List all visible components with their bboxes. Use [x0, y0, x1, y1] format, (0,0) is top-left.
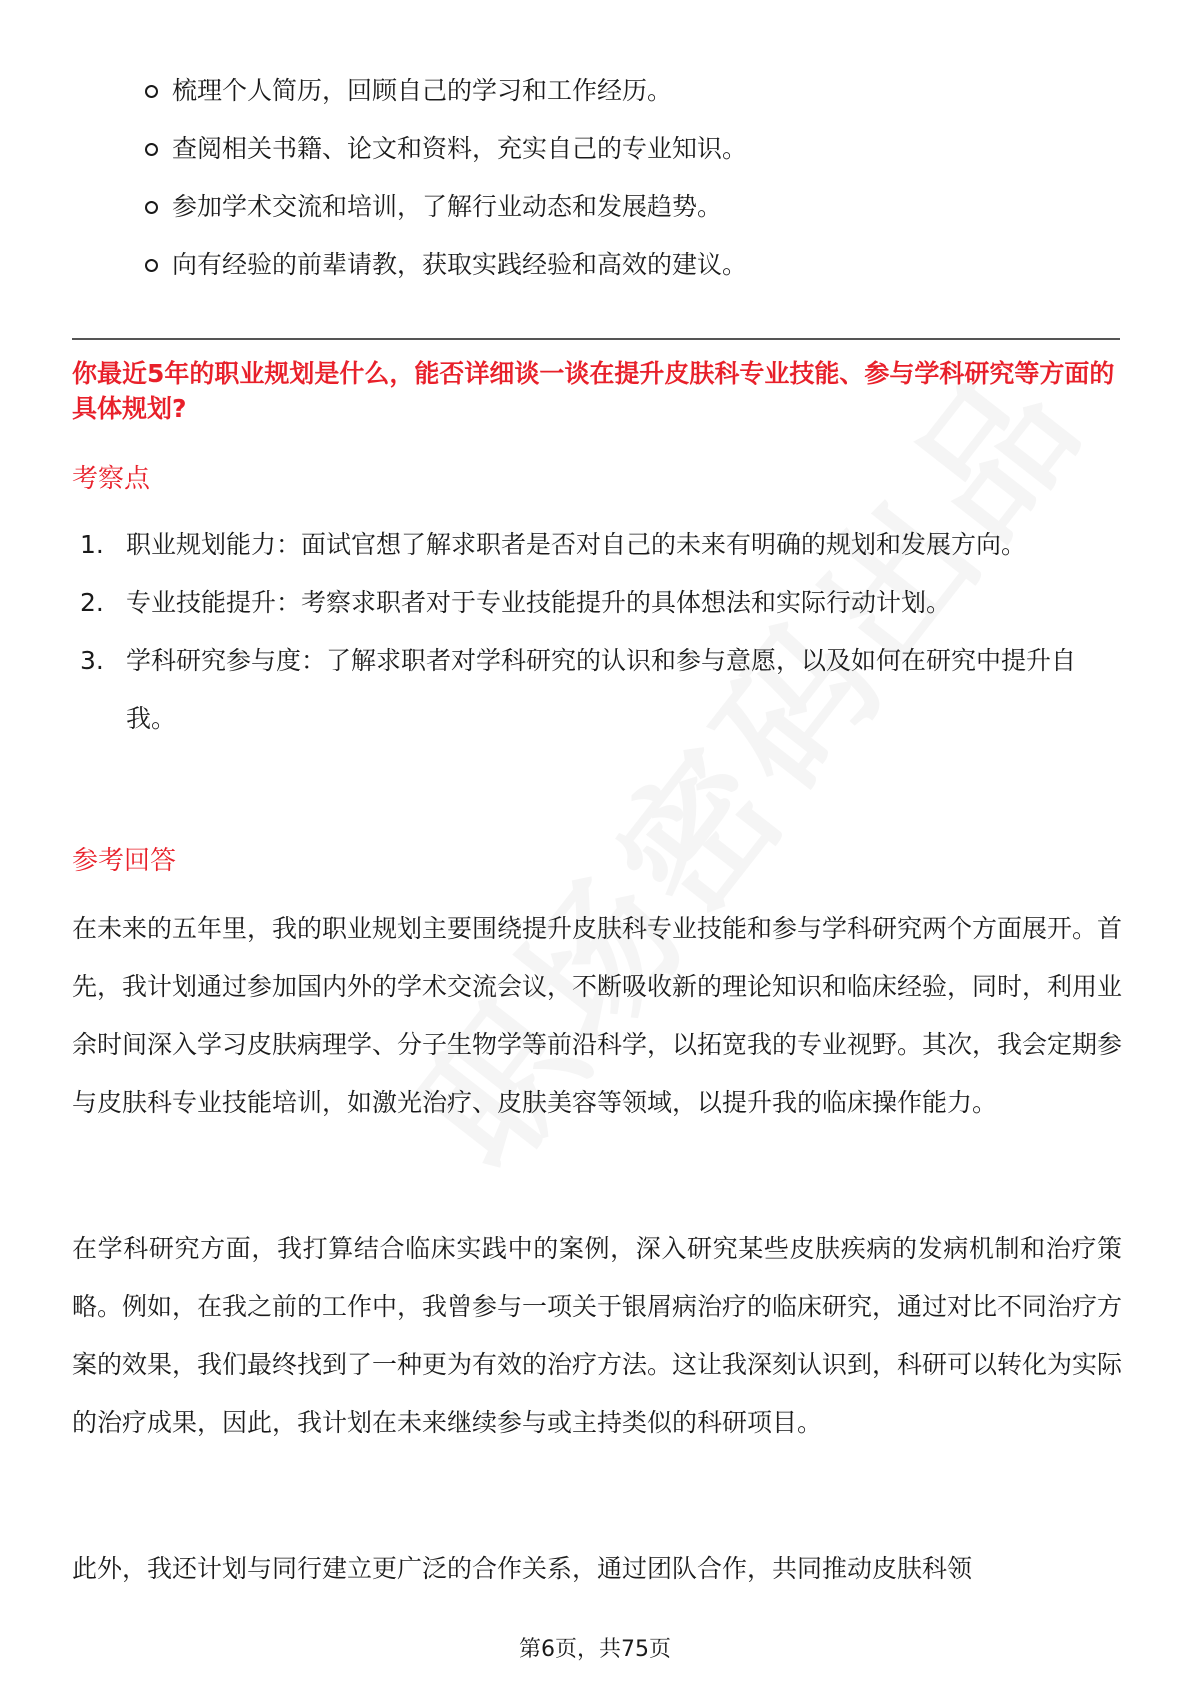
list-item [80, 516, 1120, 574]
item-text: 学科研究参与度：了解求职者对学科研究的认识和参与意愿，以及如何在研究中提升自我。 [126, 646, 1077, 733]
item-number: 1. [80, 530, 104, 559]
list-item [80, 632, 1120, 748]
section-divider [72, 338, 1120, 340]
bullet-text: 查阅相关书籍、论文和资料，充实自己的专业知识。 [172, 134, 748, 163]
bullet-circle-icon [145, 143, 158, 156]
list-item [80, 574, 1120, 632]
list-item [145, 178, 1105, 236]
bullet-circle-icon [145, 259, 158, 272]
bullet-circle-icon [145, 201, 158, 214]
item-text: 职业规划能力：面试官想了解求职者是否对自己的未来有明确的规划和发展方向。 [126, 530, 1027, 559]
list-item [145, 62, 1105, 120]
exam-points-list [80, 516, 1120, 748]
exam-points-heading: 考察点 [72, 464, 151, 494]
item-text: 专业技能提升：考察求职者对于专业技能提升的具体想法和实际行动计划。 [126, 588, 952, 617]
bullet-text: 参加学术交流和培训，了解行业动态和发展趋势。 [172, 192, 723, 221]
bullet-list [145, 62, 1105, 294]
question-heading: 你最近5年的职业规划是什么，能否详细谈一谈在提升皮肤科专业技能、参与学科研究等方面的具体规划? [72, 359, 1115, 423]
list-item [145, 120, 1105, 178]
bullet-text: 梳理个人简历，回顾自己的学习和工作经历。 [172, 76, 673, 105]
bullet-text: 向有经验的前辈请教，获取实践经验和高效的建议。 [172, 250, 748, 279]
list-item [145, 236, 1105, 294]
answer-paragraph: 在未来的五年里，我的职业规划主要围绕提升皮肤科专业技能和参与学科研究两个方面展开。首先，我计划通过参加国内外的学术交流会议，不断吸收新的理论知识和临床经验，同时，利用业余时间深入学习皮肤病理学、分子生物学等前沿科学，以拓宽我的专业视野。其次，我会定期参与皮肤科专业技能培训，如激光治疗、皮肤美容等领域，以提升我的临床操作能力。 [72, 914, 1123, 1117]
reference-answer-heading: 参考回答 [72, 846, 177, 876]
answer-paragraph: 此外，我还计划与同行建立更广泛的合作关系，通过团队合作，共同推动皮肤科领 [72, 1554, 973, 1583]
page-number: 第6页，共75页 [519, 1637, 671, 1662]
answer-paragraph: 在学科研究方面，我打算结合临床实践中的案例，深入研究某些皮肤疾病的发病机制和治疗策略。例如，在我之前的工作中，我曾参与一项关于银屑病治疗的临床研究，通过对比不同治疗方案的效果，我们最终找到了一种更为有效的治疗方法。这让我深刻认识到，科研可以转化为实际的治疗成果，因此，我计划在未来继续参与或主持类似的科研项目。 [72, 1234, 1123, 1437]
item-number: 2. [80, 588, 104, 617]
item-number: 3. [80, 646, 104, 675]
bullet-circle-icon [145, 85, 158, 98]
